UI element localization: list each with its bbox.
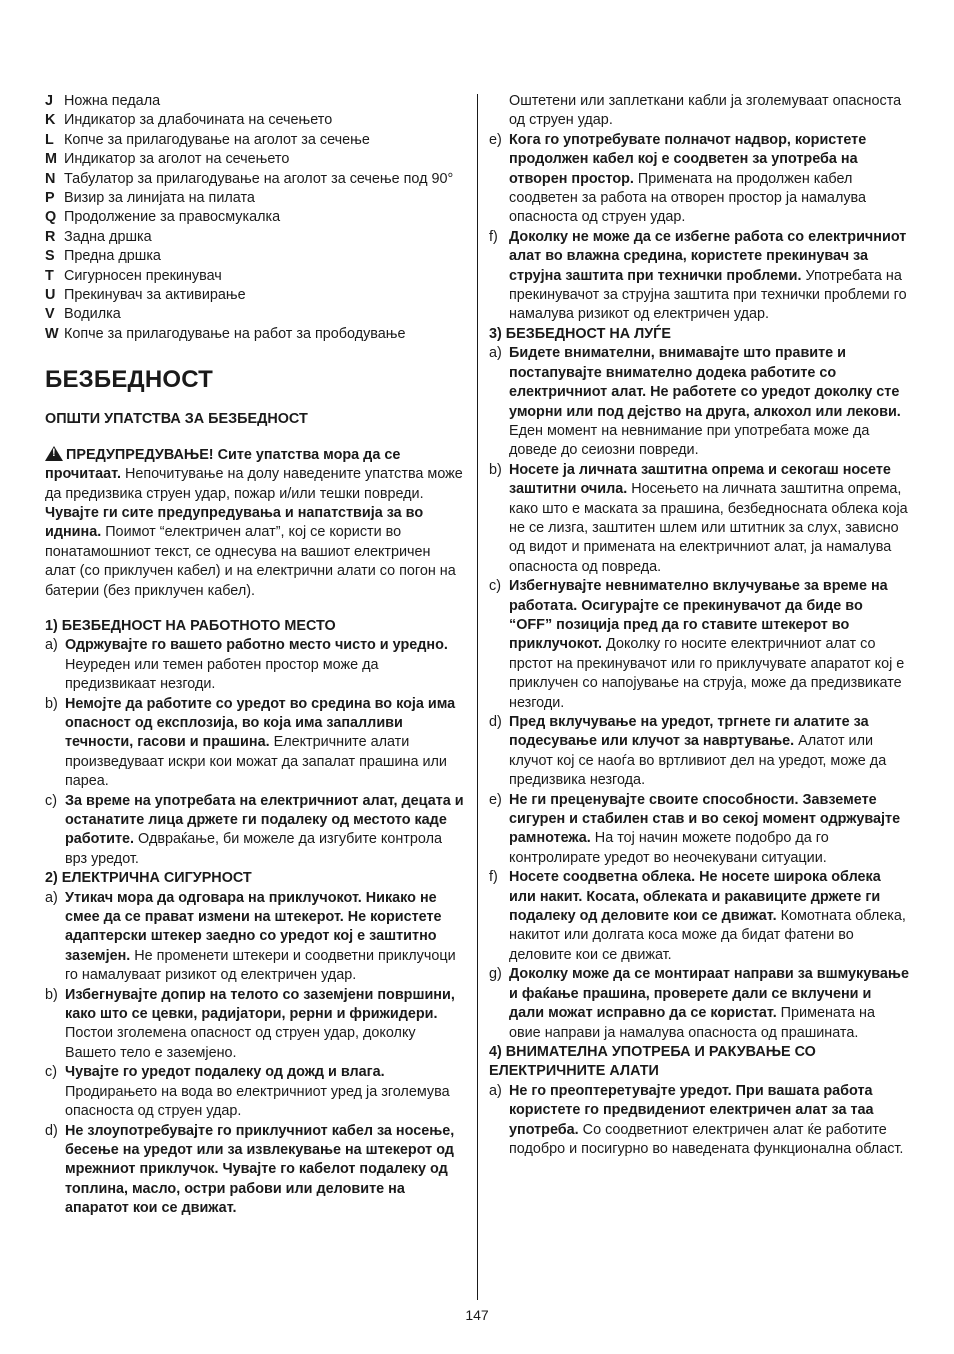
item-text: Носењето на личната заштитна опрема, како што е маската за прашина, безбедносната облека која не се лизга, заштитен шлем или штитник за слух, зависно од видот и примената на електричниот алат, ја намалува опасноста од повреда. — [509, 481, 908, 575]
legend-key: M — [45, 151, 57, 168]
list-item — [45, 695, 465, 792]
item-text: Електричните алати произведуваат искри кои можат да запалат прашина или пареа. — [65, 734, 447, 790]
list-item — [489, 461, 909, 577]
legend-item — [45, 267, 465, 286]
legend-text: Предна дршка — [64, 248, 161, 265]
section4-list — [489, 1082, 909, 1160]
item-letter: b) — [489, 461, 502, 478]
item-bold-text: Доколку не може да се избегне работа со електричниот алат во влажна средина, користете прекинувач за струјна заштита при технички проблеми. — [509, 228, 907, 284]
legend-key: R — [45, 228, 56, 245]
list-item — [489, 868, 909, 965]
item-bold-text: Чувајте го уредот подалеку од дожд и влага. — [65, 1064, 385, 1081]
list-item — [489, 965, 909, 1043]
legend-item — [45, 150, 465, 169]
legend-key: N — [45, 170, 56, 187]
list-item — [489, 228, 909, 325]
list-item — [489, 344, 909, 460]
item-text: Примената на овие направи ја намалува опасноста од прашината. — [509, 1005, 875, 1041]
item-text: На тој начин можете подобро да го контролирате уредот во неочекувани ситуации. — [509, 830, 829, 866]
item-bold-text: Избегнувајте допир на телото со заземјени површини, како што се цевки, радијатори, рерни и фрижидери. — [65, 986, 455, 1023]
item-letter: d) — [45, 1122, 58, 1139]
list-item — [45, 1122, 465, 1219]
item-bold-text: Не ги преценувајте своите способности. Завземете сигурен и стабилен став и во секој момент одржувајте рамнотежа. — [509, 791, 901, 847]
section-heading: БЕЗБЕДНОСТ — [45, 366, 214, 394]
legend-key: V — [45, 306, 55, 323]
item-bold-text: Избегнувајте невнимателно вклучување за време на работата. Осигурајте се прекинувачот да биде во “OFF” позиција пред да го ставите штекерот во приклучокот. — [509, 578, 888, 653]
right-column — [489, 92, 909, 1159]
item-bold-text: Утикач мора да одговара на приклучокот. Никако не смее да се прават измени на штекерот. Не користете адаптерски штекер заедно со уредот кој е заштитно заземјен. — [65, 889, 442, 964]
legend-item — [45, 208, 465, 227]
item-text: Алатот или клучот кој се наоѓа во вртливиот дел на уредот, може да предизвика незгода. — [509, 733, 887, 789]
section1-list — [45, 636, 465, 869]
legend-key: Q — [45, 209, 57, 226]
legend-text: Индикатор за аголот на сечењето — [64, 151, 290, 168]
warning-triangle-icon — [45, 446, 63, 461]
item-letter: f) — [489, 228, 498, 245]
item-letter: a) — [45, 889, 58, 906]
legend-key: T — [45, 267, 54, 284]
legend-text: Копче за прилагодување на работ за прободување — [64, 325, 406, 342]
legend-text: Ножна педала — [64, 93, 161, 109]
item-bold-text: Не злоупотребувајте го приклучниот кабел за носење, бесење на уредот или за извлекување на штекерот од мрежниот приклучок. Чувајте го кабелот подалеку од топлина, масло, остри рабови или деловите на апаратот кои се движат. — [65, 1122, 455, 1217]
list-item — [489, 713, 909, 791]
legend-text: Водилка — [64, 306, 121, 323]
legend-text: Сигурносен прекинувач — [64, 267, 222, 284]
legend-key: L — [45, 131, 54, 148]
item-letter: g) — [489, 966, 502, 983]
legend-text: Копче за прилагодување на аголот за сечење — [64, 131, 370, 148]
list-item — [45, 636, 465, 694]
general-safety-title: ОПШТИ УПАТСТВА ЗА БЕЗБЕДНОСТ — [45, 411, 308, 428]
item-letter: a) — [489, 345, 502, 362]
item-letter: c) — [45, 1064, 57, 1081]
legend-key: S — [45, 248, 55, 265]
warning-paragraph: !ПРЕДУПРЕДУВАЊЕ! Сите упатства мора да се прочитаат. Непочитување на долу наведените упатства може да предизвика струен удар, пожар и/или тешки повреди. Чувајте ги сите предупредувања и напатствија за во иднина. Поимот “електричен алат”, кој се користи во понатамошниот текст, се однесува на вашиот електричен алат (со приклучен кабел) и на електрични алати со погон на батерии (без приклучен кабел). — [45, 446, 465, 601]
item-letter: a) — [489, 1082, 502, 1099]
item-text: Не променети штекери и соодветни приклучоци го намалуваат ризикот од електричен удар. — [65, 947, 456, 984]
item-bold-text: Пред вклучување на уредот, тргнете ги алатите за подесување или клучот за навртување. — [509, 714, 869, 750]
item-text: Еден момент на невнимание при употребата може да доведе до сеиозни повреди. — [509, 422, 870, 459]
section2-list — [45, 889, 465, 1219]
item-bold-text: Носете ја личната заштитна опрема и секогаш носете заштитни очила. — [509, 461, 891, 498]
legend-text: Прекинувач за активирање — [64, 287, 246, 304]
legend-item — [45, 305, 465, 324]
item-letter: b) — [45, 986, 58, 1003]
list-item — [45, 889, 465, 986]
list-item — [489, 131, 909, 228]
section2-title: 2) ЕЛЕКТРИЧНА СИГУРНОСТ — [45, 870, 252, 887]
list-item — [489, 577, 909, 713]
section3-title: 3) БЕЗБЕДНОСТ НА ЛУЃЕ — [489, 325, 671, 342]
section1-title: 1) БЕЗБЕДНОСТ НА РАБОТНОТО МЕСТО — [45, 617, 336, 634]
legend-text: Продолжение за правосмукалка — [64, 209, 281, 226]
list-item — [489, 92, 909, 131]
item-letter: a) — [45, 637, 58, 654]
legend-item — [45, 247, 465, 266]
legend-item — [45, 92, 465, 111]
legend-item — [45, 131, 465, 150]
legend-item — [45, 111, 465, 130]
legend-text: Визир за линијата на пилата — [64, 190, 255, 207]
legend-key: P — [45, 190, 55, 207]
legend-key: W — [45, 325, 59, 342]
item-text: Употребата на прекинувачот за струјна заштита при технички проблеми го намалува ризикот од електричен удар. — [509, 267, 907, 323]
item-letter: d) — [489, 714, 502, 730]
item-letter: c) — [45, 792, 57, 809]
section3-list — [489, 344, 909, 1043]
list-item — [489, 791, 909, 869]
item-letter: e) — [489, 791, 502, 808]
legend-text: Задна дршка — [64, 228, 152, 245]
page-number: 147 — [465, 1307, 489, 1323]
list-item — [489, 1082, 909, 1160]
item-text: Примената на продолжен кабел соодветен за работа на отворен простор ја намалува опасноста од струен удар. — [509, 170, 867, 226]
item-bold-text: Доколку може да се монтираат направи за вшмукување и фаќање прашина, проверете дали се вклучени и дали можат исправно да се користат. — [509, 966, 909, 1022]
item-bold-text: Не го преоптеретувајте уредот. При вашата работа користете го предвидениот електричен алат за таа употреба. — [509, 1082, 874, 1138]
list-item — [45, 792, 465, 870]
legend-key: K — [45, 112, 56, 129]
item-letter: b) — [45, 695, 58, 712]
continuation-text: Оштетени или заплеткани кабли ја зголемуваат опасноста од струен удар. — [509, 93, 902, 129]
section2-list-continued — [489, 131, 909, 325]
item-letter: f) — [489, 869, 498, 886]
column-divider — [477, 94, 478, 1300]
item-text: Постои зголемена опасност од струен удар, доколку Вашето тело е заземјено. — [65, 1025, 416, 1061]
item-text: Доколку го носите електричниот алат со прстот на прекинувачот или го приклучувате апаратот кој е приклучен со напојување на струја, може да предизвикате незгоди. — [509, 636, 905, 711]
item-text: Неуреден или темен работен простор може да предизвикаат незгоди. — [65, 656, 379, 693]
item-bold-text: Одржувајте го вашето работно место чисто и уредно. — [65, 637, 448, 654]
item-text: Одвраќање, би можеле да изгубите контрола врз уредот. — [65, 831, 442, 867]
item-text: Комотната облека, накитот или долгата коса може да бидат фатени во деловите кои се движат. — [509, 908, 906, 963]
legend-item — [45, 170, 465, 189]
list-item — [45, 1063, 465, 1121]
item-letter: e) — [489, 131, 502, 148]
legend-item — [45, 189, 465, 208]
list-item — [45, 986, 465, 1064]
legend-item — [45, 286, 465, 305]
item-letter: c) — [489, 578, 501, 595]
item-text: Со соодветниот електричен алат ќе работите подобро и посигурно во наведената функционална област. — [509, 1121, 904, 1157]
left-column — [45, 92, 465, 1219]
item-text: Продирањето на вода во електричниот уред ја зголемува опасноста од струен удар. — [65, 1083, 450, 1120]
item-bold-text: Бидете внимателни, внимавајте што правите и постапувајте внимателно додека работите со електричниот алат. Не работете со уредот доколку сте уморни или под дејство на друга, алкохол или лекови. — [509, 345, 901, 420]
legend-text: Табулатор за прилагодување на аголот за сечење под 90° — [64, 170, 454, 187]
section4-title: 4) ВНИМАТЕЛНА УПОТРЕБА И РАКУВАЊЕ СО ЕЛЕКТРИЧНИТЕ АЛАТИ — [489, 1043, 816, 1080]
legend-item — [45, 325, 465, 344]
legend-key: J — [45, 93, 54, 109]
item-bold-text: Носете соодветна облека. Не носете широка облека или накит. Косата, облеката и ракавиците држете ги подалеку од деловите кои се движат. — [509, 869, 881, 925]
item-bold-text: Немојте да работите со уредот во средина во која има опасност од експлозија, во која има запалливи течности, гасови и прашина. — [65, 695, 456, 751]
legend-item — [45, 228, 465, 247]
legend-text: Индикатор за длабочината на сечењето — [64, 112, 333, 129]
item-bold-text: За време на употребата на електричниот алат, децата и останатите лица држете ги подалеку од местото каде работите. — [65, 792, 464, 848]
parts-legend — [45, 92, 465, 344]
legend-key: U — [45, 287, 56, 304]
item-bold-text: Кога го употребувате полначот надвор, користете продолжен кабел кој е соодветен за употреба на отворен простор. — [509, 131, 867, 187]
